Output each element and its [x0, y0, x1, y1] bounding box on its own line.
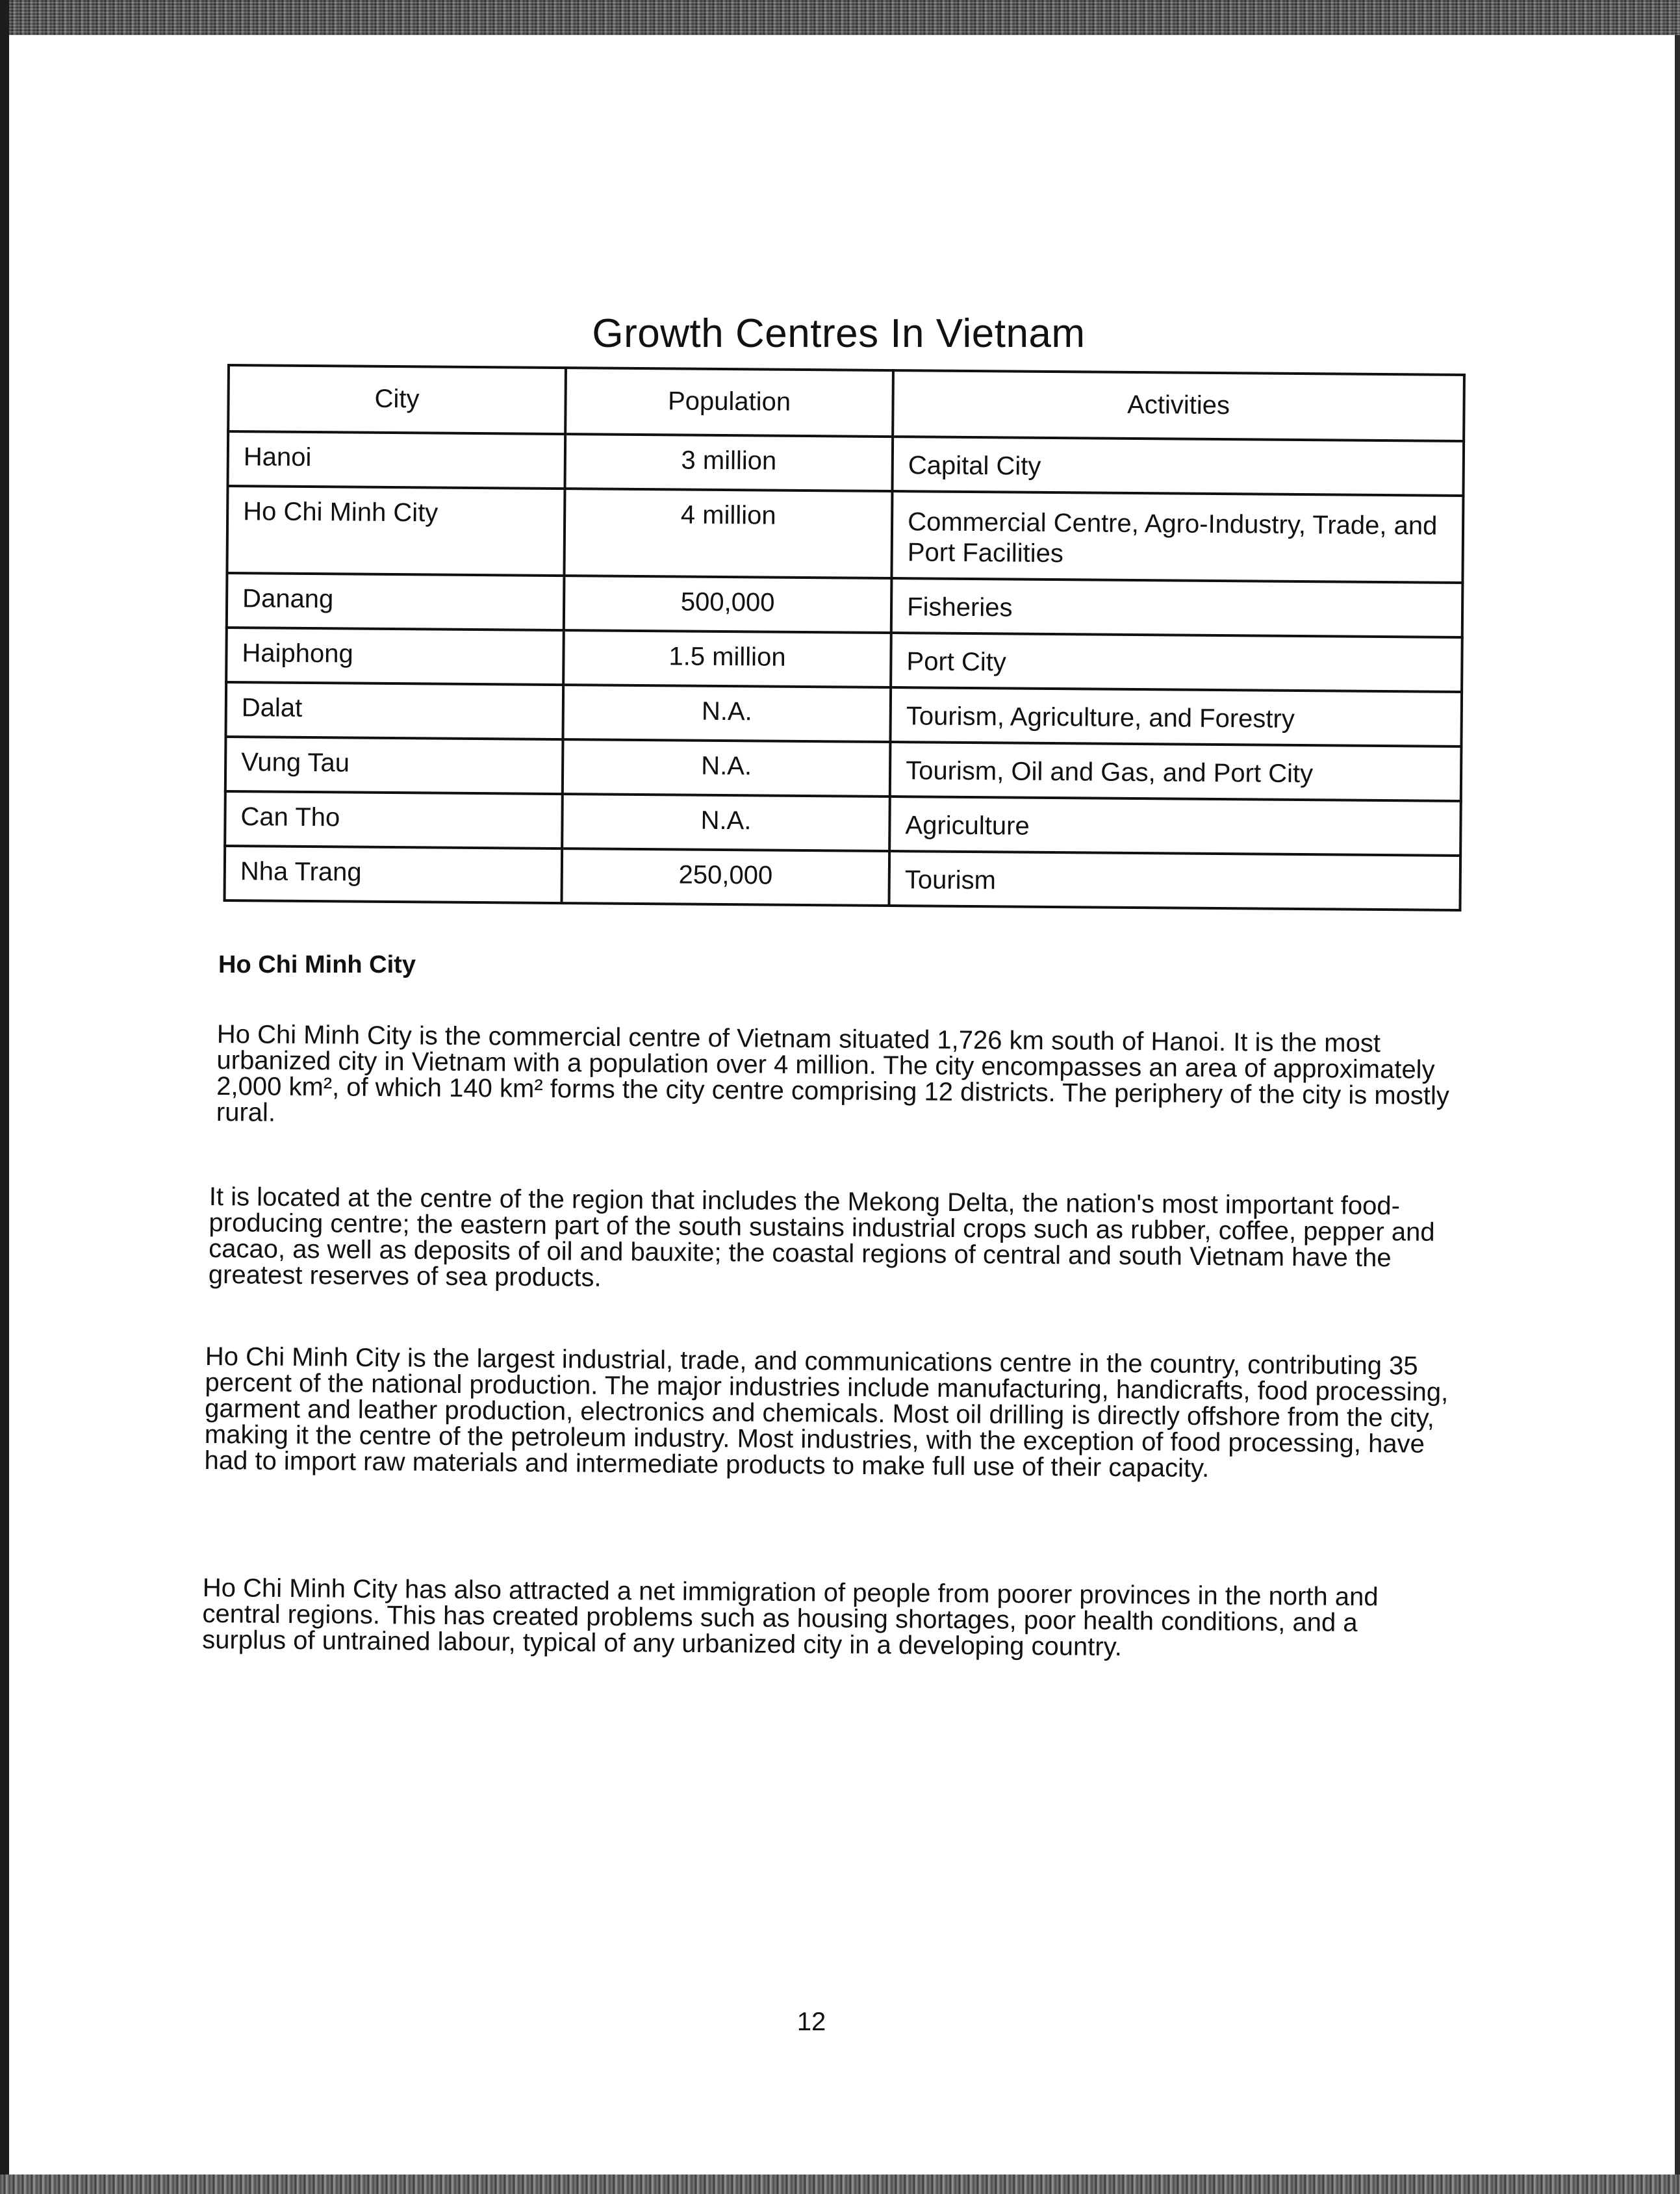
- city-cell: Can Tho: [225, 791, 563, 848]
- activities-cell: Tourism, Agriculture, and Forestry: [891, 687, 1462, 746]
- column-header-activities: Activities: [893, 370, 1464, 441]
- population-cell: N.A.: [563, 739, 891, 797]
- table-row: [225, 737, 1462, 801]
- population-cell: 500,000: [564, 576, 892, 633]
- table-row: [227, 573, 1463, 637]
- activities-cell: Fisheries: [891, 578, 1463, 637]
- population-cell: 1.5 million: [563, 630, 891, 687]
- table-row: [225, 846, 1461, 910]
- city-cell: Dalat: [225, 682, 563, 739]
- section-heading: Ho Chi Minh City: [218, 951, 416, 978]
- table-row: [225, 791, 1461, 856]
- city-cell: Danang: [227, 573, 565, 630]
- population-cell: N.A.: [562, 794, 890, 851]
- activities-cell: Capital City: [893, 437, 1464, 496]
- city-cell: Hanoi: [228, 431, 566, 489]
- paragraph: It is located at the centre of the region that includes the Mekong Delta, the nation's most important food-producing centre; the eastern part of the south sustains industrial crops such as rubber, coffee, pepper and cacao, as well as deposits of oil and bauxite; the coastal regions of central and south Vietnam have the greatest reserves of sea products.: [208, 1182, 1435, 1292]
- table-row: [225, 682, 1462, 746]
- population-cell: 250,000: [561, 848, 889, 906]
- table-row: [228, 431, 1464, 496]
- paragraph: Ho Chi Minh City is the largest industrial, trade, and communications centre in the country, contributing 35 percent of the national production. The major industries include manufacturing, handicrafts, food processing, garment and leather production, electronics and chemicals. Most oil drilling is directly offshore from the city, making it the centre of the petroleum industry. Most industries, with the exception of food processing, have had to import raw materials and intermediate products to make full use of their capacity.: [204, 1342, 1449, 1483]
- page-number: [0, 2008, 1680, 2037]
- table-title: [0, 311, 1680, 357]
- table-row: [226, 628, 1462, 692]
- column-header-population: Population: [565, 368, 893, 437]
- paragraph: Ho Chi Minh City has also attracted a net immigration of people from poorer provinces in the north and central regions. This has created problems such as housing shortages, poor health conditions, and a surplus of untrained labour, typical of any urbanized city in a developing country.: [202, 1574, 1379, 1662]
- activities-cell: Tourism: [889, 851, 1461, 910]
- table-row: [227, 486, 1463, 583]
- city-cell: Vung Tau: [225, 737, 563, 794]
- page-number-text: 12: [796, 2008, 826, 2036]
- activities-cell: Commercial Centre, Agro-Industry, Trade, and Port Facilities: [892, 491, 1464, 583]
- paragraph: Ho Chi Minh City is the commercial centre of Vietnam situated 1,726 km south of Hanoi. It is the most urbanized city in Vietnam with a population over 4 million. The city encompasses an area of approximately 2,000 km², of which 140 km² forms the city centre comprising 12 districts. The periphery of the city is mostly rural.: [216, 1020, 1450, 1127]
- activities-cell: Agriculture: [889, 797, 1461, 856]
- population-cell: 3 million: [565, 434, 893, 491]
- scan-noise-bottom: [0, 2175, 1680, 2194]
- activities-cell: Tourism, Oil and Gas, and Port City: [890, 742, 1462, 801]
- scan-noise-top: [0, 0, 1680, 35]
- table-title-text: Growth Centres In Vietnam: [592, 311, 1086, 356]
- city-cell: Ho Chi Minh City: [227, 486, 565, 576]
- column-header-city: City: [228, 365, 566, 434]
- population-cell: N.A.: [563, 685, 891, 742]
- growth-centres-table: [223, 364, 1465, 912]
- city-cell: Haiphong: [226, 628, 564, 685]
- city-cell: Nha Trang: [225, 846, 563, 903]
- table-header-row: [228, 365, 1464, 441]
- population-cell: 4 million: [564, 489, 892, 578]
- activities-cell: Port City: [891, 633, 1462, 692]
